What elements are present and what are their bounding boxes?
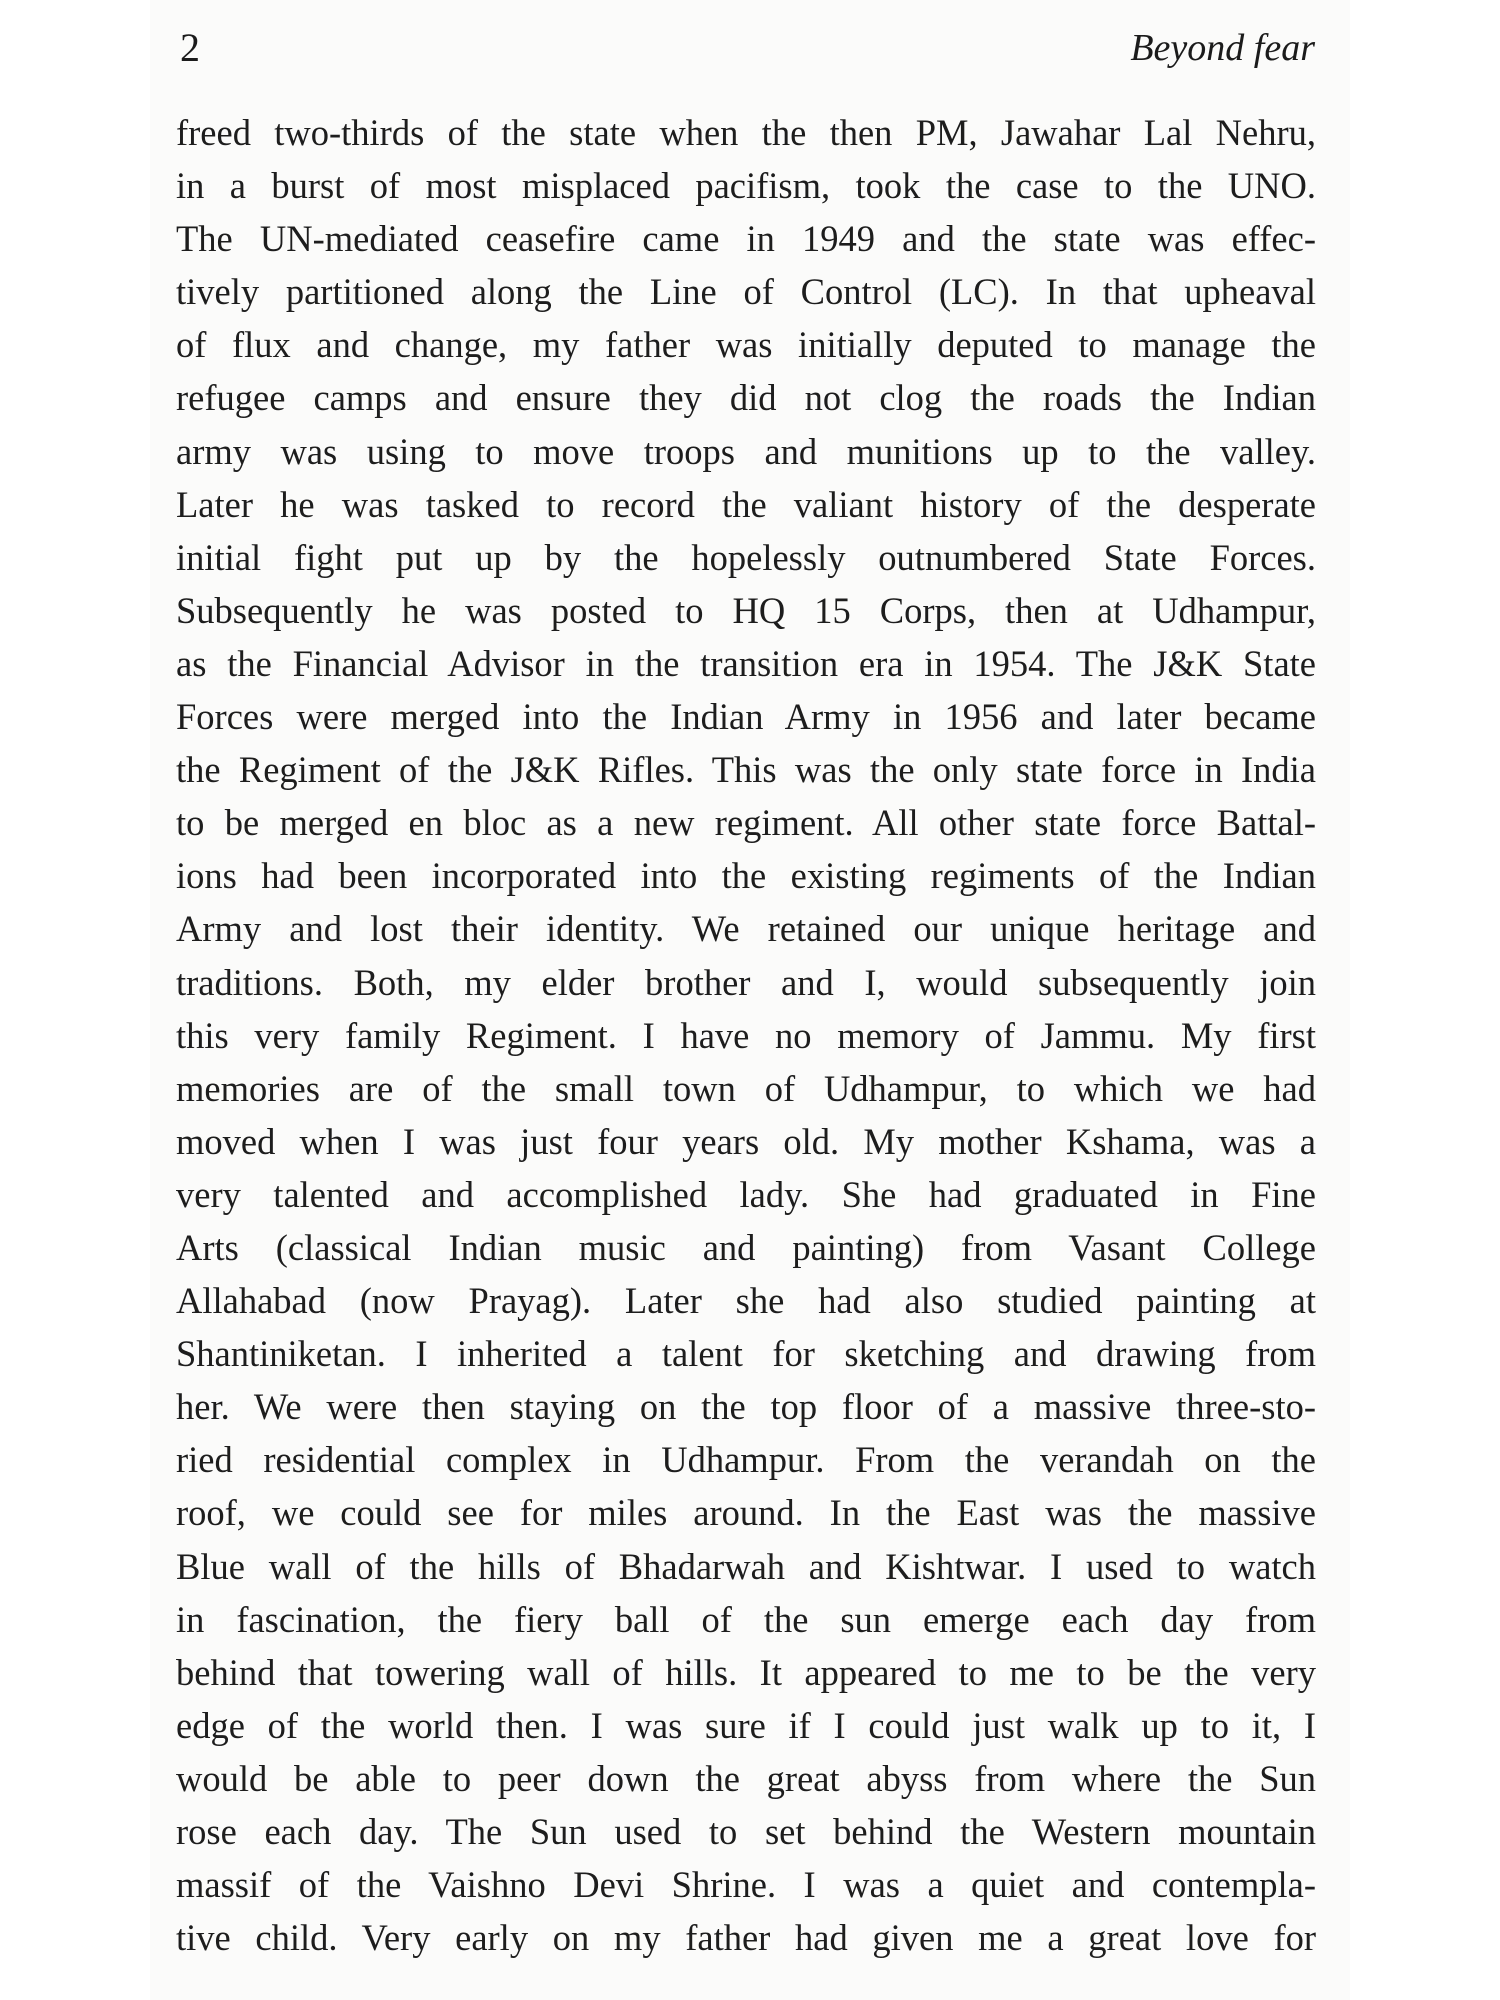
page-number: 2 xyxy=(180,25,200,70)
text-line: ried residential complex in Udhampur. From the verandah on the xyxy=(176,1439,1316,1481)
text-line: Arts (classical Indian music and painting) from Vasant College xyxy=(176,1226,1316,1268)
text-line: Army and lost their identity. We retained our unique heritage and xyxy=(176,908,1316,950)
text-line: memories are of the small town of Udhampur, to which we had xyxy=(176,1067,1316,1109)
text-line: refugee camps and ensure they did not clog the roads the Indian xyxy=(176,377,1316,419)
text-line: moved when I was just four years old. My mother Kshama, was a xyxy=(176,1120,1316,1162)
text-line: this very family Regiment. I have no memory of Jammu. My first xyxy=(176,1014,1316,1056)
text-line: tive child. Very early on my father had given me a great love for xyxy=(176,1917,1316,1959)
text-line: edge of the world then. I was sure if I could just walk up to it, I xyxy=(176,1704,1316,1746)
text-line: Shantiniketan. I inherited a talent for sketching and drawing from xyxy=(176,1333,1316,1375)
text-line: the Regiment of the J&K Rifles. This was the only state force in India xyxy=(176,749,1316,791)
text-line: massif of the Vaishno Devi Shrine. I was a quiet and contempla- xyxy=(176,1864,1316,1906)
text-line: army was using to move troops and munitions up to the valley. xyxy=(176,430,1316,472)
running-title: Beyond fear xyxy=(1130,27,1315,69)
text-line: of flux and change, my father was initially deputed to manage the xyxy=(176,324,1316,366)
text-line: very talented and accomplished lady. She had graduated in Fine xyxy=(176,1173,1316,1215)
text-line: Later he was tasked to record the valiant history of the desperate xyxy=(176,483,1316,525)
text-line: Allahabad (now Prayag). Later she had also studied painting at xyxy=(176,1280,1316,1322)
text-line: The UN-mediated ceasefire came in 1949 and the state was effec- xyxy=(176,218,1316,260)
text-line: would be able to peer down the great abyss from where the Sun xyxy=(176,1757,1316,1799)
running-header xyxy=(180,22,1315,74)
text-line: as the Financial Advisor in the transition era in 1954. The J&K State xyxy=(176,642,1316,684)
text-line: traditions. Both, my elder brother and I, would subsequently join xyxy=(176,961,1316,1003)
text-line: her. We were then staying on the top floor of a massive three-sto- xyxy=(176,1386,1316,1428)
text-line: initial fight put up by the hopelessly outnumbered State Forces. xyxy=(176,536,1316,578)
text-line: Forces were merged into the Indian Army in 1956 and later became xyxy=(176,696,1316,738)
text-line: roof, we could see for miles around. In the East was the massive xyxy=(176,1492,1316,1534)
text-line: to be merged en bloc as a new regiment. All other state force Battal- xyxy=(176,802,1316,844)
text-line: Subsequently he was posted to HQ 15 Corps, then at Udhampur, xyxy=(176,589,1316,631)
text-line: tively partitioned along the Line of Control (LC). In that upheaval xyxy=(176,271,1316,313)
text-line: in fascination, the fiery ball of the sun emerge each day from xyxy=(176,1598,1316,1640)
body-text xyxy=(176,106,1316,1964)
text-line: freed two-thirds of the state when the then PM, Jawahar Lal Nehru, xyxy=(176,112,1316,153)
text-line: Blue wall of the hills of Bhadarwah and Kishtwar. I used to watch xyxy=(176,1545,1316,1587)
text-line: rose each day. The Sun used to set behind the Western mountain xyxy=(176,1811,1316,1852)
text-line: ions had been incorporated into the existing regiments of the Indian xyxy=(176,855,1316,897)
text-line: in a burst of most misplaced pacifism, took the case to the UNO. xyxy=(176,165,1316,207)
text-line: behind that towering wall of hills. It appeared to me to be the very xyxy=(176,1651,1316,1693)
